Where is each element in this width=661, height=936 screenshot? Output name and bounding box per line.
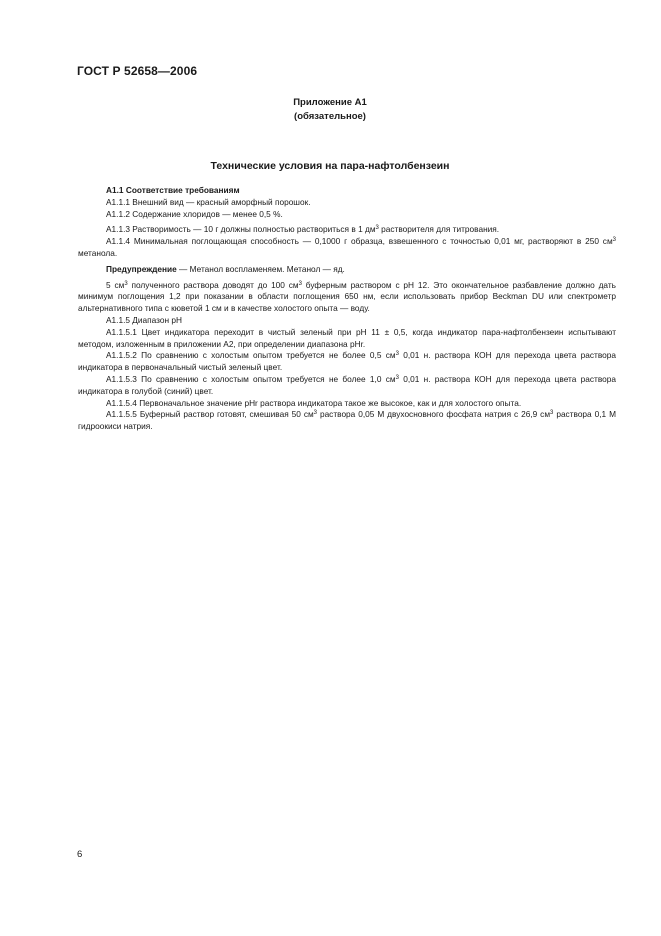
warning-text: — Метанол воспламеняем. Метанол — яд. [176,263,345,274]
warning-paragraph [78,264,616,276]
warning-label: Предупреждение [106,263,177,274]
text-span: раствора 0,05 М двухосновного фосфата натрия с 26,9 см [317,409,551,420]
appendix-status: (обязательное) [294,111,366,122]
document-body [78,185,616,433]
superscript: 3 [395,374,399,381]
superscript: 3 [395,351,399,358]
text-span: буферным раствором с pH 12. Это окончательное разбавление должно дать минимум поглощения 1,2 при показании в области поглощения 650 нм, если использовать прибор Beckman DU или спектрометр альтернативного типа с кюветой 1 см и в качестве холостого опыта — воду. [78,279,616,314]
superscript: 3 [298,280,302,287]
clause-a1-1-5-1: А1.1.5.1 Цвет индикатора переходит в чистый зеленый при pH 11 ± 0,5, когда индикатор пара-нафтолбензеин испытывают методом, изложенным в приложении А2, при определении диапазона pHr. [78,326,616,349]
document-header: ГОСТ Р 52658—2006 [77,64,198,78]
clause-a1-1-5-4: А1.1.5.4 Первоначальное значение pHr раствора индикатора такое же высокое, как и для холостого опыта. [106,397,522,408]
clause-a1-1: А1.1 Соответствие требованиям [106,185,240,195]
clause-a1-1-5-2 [78,350,616,374]
paragraph-5 [78,280,616,315]
clause-a1-1-4 [78,236,616,260]
appendix-heading [200,96,460,124]
text-span: полученного раствора доводят до 100 см [127,279,299,290]
text-span: А1.1.3 Растворимость — 10 г должны полностью раствориться в 1 дм [106,224,376,235]
clause-a1-1-5-5 [78,409,616,433]
superscript: 3 [550,410,554,417]
clause-a1-1-1: А1.1.1 Внешний вид — красный аморфный порошок. [106,196,311,207]
text-span: А1.1.4 Минимальная поглощающая способность — 0,1000 г образца, взвешенного с точностью 0,01 мг, растворяют в 250 см [106,236,613,247]
superscript: 3 [375,225,379,232]
clause-a1-1-2: А1.1.2 Содержание хлоридов — менее 0,5 %. [106,208,283,219]
text-span: растворителя для титрования. [378,224,500,235]
text-span: раствора 0,1 М гидроокиси натрия. [78,409,616,432]
clause-a1-1-5: А1.1.5 Диапазон pH [106,314,182,325]
appendix-label: Приложение А1 [293,97,367,108]
page-number: 6 [77,849,83,860]
text-span: 0,01 н. раствора КОН для перехода цвета раствора индикатора в первоначальный чистый зеленый цвет. [78,350,616,373]
superscript: 3 [124,280,128,287]
clause-a1-1-3 [78,224,616,236]
section-title: Технические условия на пара-нафтолбензеин [210,160,450,172]
superscript: 3 [313,410,318,417]
text-span: метанола. [78,247,118,258]
text-span: 5 см [106,279,125,290]
clause-a1-1-5-3 [78,374,616,398]
text-span: А1.1.5.5 Буферный раствор готовят, смешивая 50 см [106,409,314,420]
superscript: 3 [612,237,616,244]
text-span: А1.1.5.2 По сравнению с холостым опытом требуется не более 0,5 см [106,350,396,361]
text-span: А1.1.5.3 По сравнению с холостым опытом требуется не более 1,0 см [106,373,396,384]
text-span: 0,01 н. раствора КОН для перехода цвета раствора индикатора в голубой (синий) цвет. [78,373,616,396]
